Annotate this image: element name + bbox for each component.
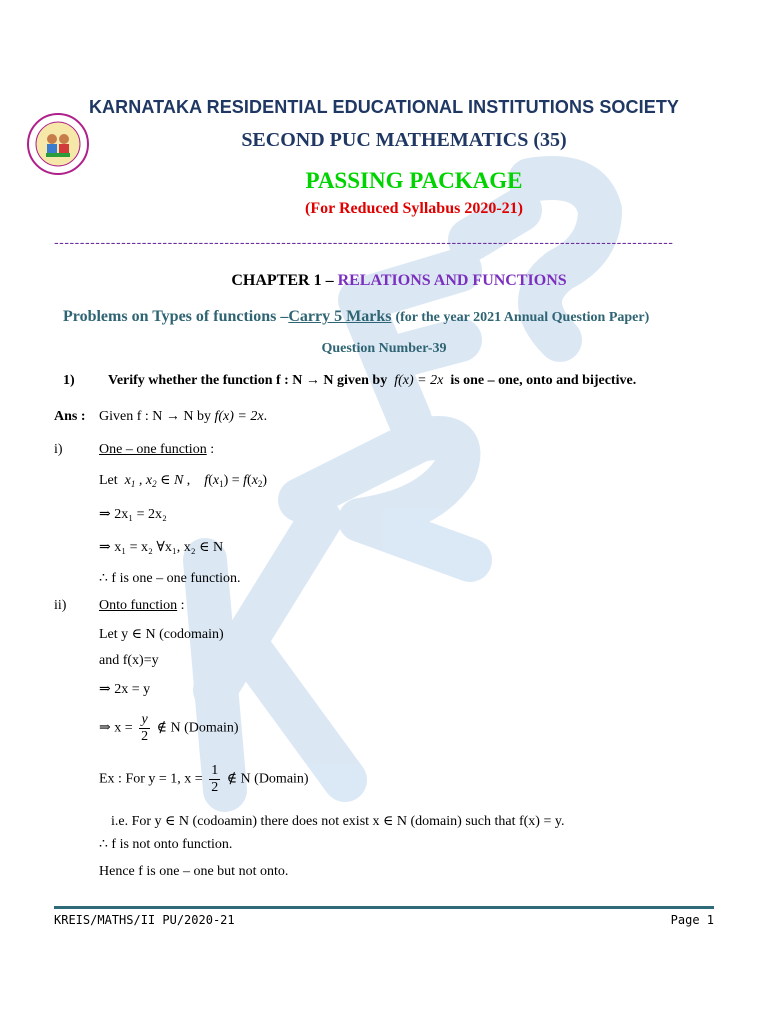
part1-title: One – one function — [99, 442, 207, 457]
chapter-prefix: CHAPTER 1 – — [231, 272, 338, 289]
part2-title: Onto function — [99, 598, 178, 613]
ex-post: ∉ N (Domain) — [226, 771, 309, 787]
fraction-1-over-2: $\frac{1}{2}$ — [211, 763, 219, 795]
example-line — [99, 763, 309, 796]
part1-num: i) — [54, 442, 63, 457]
answer-given: Given f : N → N by f(x) = 2x. — [99, 409, 268, 424]
question-formula: f(x) = 2x — [394, 373, 444, 388]
given-formula: f(x) = 2x — [214, 409, 264, 424]
org-title: KARNATAKA RESIDENTIAL EDUCATIONAL INSTITUTIONS SOCIETY — [88, 97, 680, 117]
step4-post: ∉ N (Domain) — [156, 720, 239, 736]
step4 — [99, 712, 239, 745]
step2: ⇒ x₁ = x₂ ∀x₁, x₂ ∈ N — [99, 540, 224, 555]
package-title: PASSING PACKAGE — [305, 168, 523, 193]
fraction-y-over-2: $\frac{y}{2}$ — [141, 712, 149, 744]
question-text-a: Verify whether the function f : N → N given by — [108, 373, 388, 388]
hence-line: Hence f is one – one but not onto. — [99, 864, 289, 879]
chapter-heading — [0, 272, 768, 290]
part2-colon: : — [177, 598, 185, 613]
question-text — [108, 373, 636, 389]
let-word: Let — [99, 473, 118, 488]
subject-title: SECOND PUC MATHEMATICS (35) — [241, 129, 567, 151]
separator-line: ------------------------------------------------------------------------------------------------------------------------ — [54, 235, 674, 249]
conclusion1: ∴ f is one – one function. — [99, 571, 241, 586]
conclusion2: ∴ f is not onto function. — [99, 837, 233, 852]
syllabus-note: (For Reduced Syllabus 2020-21) — [305, 200, 523, 217]
part1-heading — [99, 442, 214, 458]
step4-pre: ⇒ x = — [99, 720, 133, 736]
footer-divider — [54, 906, 714, 909]
part2-num: ii) — [54, 598, 67, 613]
ie-line: i.e. For y ∈ N (codoamin) there does not exist x ∈ N (domain) such that f(x) = y. — [111, 814, 565, 829]
given-text: Given f : N → N by — [99, 409, 211, 424]
step3: ⇒ 2x = y — [99, 682, 151, 697]
let-line: Let $x_1$ , $x_2$ ∈ N , $f(x_1) = f(x_2)$ — [99, 473, 268, 489]
problems-marks: Carry 5 Marks — [288, 308, 392, 325]
footer-left: KREIS/MATHS/II PU/2020-21 — [54, 913, 235, 927]
part1-colon: : — [206, 442, 215, 457]
page-number: Page 1 — [670, 913, 714, 927]
part2-heading — [99, 598, 185, 614]
step1: ⇒ 2x₁ = 2x₂ — [99, 507, 167, 522]
answer-label: Ans : — [54, 409, 86, 424]
chapter-name: RELATIONS AND FUNCTIONS — [337, 272, 567, 289]
ex-pre: Ex : For y = 1, x = — [99, 771, 203, 787]
problems-note: (for the year 2021 Annual Question Paper) — [395, 310, 650, 325]
question-num: 1) — [63, 373, 75, 388]
let-y: Let y ∈ N (codomain) — [99, 627, 224, 642]
problems-heading — [63, 308, 649, 326]
question-text-b: is one – one, onto and bijective. — [450, 373, 637, 388]
and-f: and f(x)=y — [99, 653, 159, 668]
question-number: Question Number-39 — [321, 341, 447, 356]
problems-lead: Problems on Types of functions – — [63, 308, 289, 325]
